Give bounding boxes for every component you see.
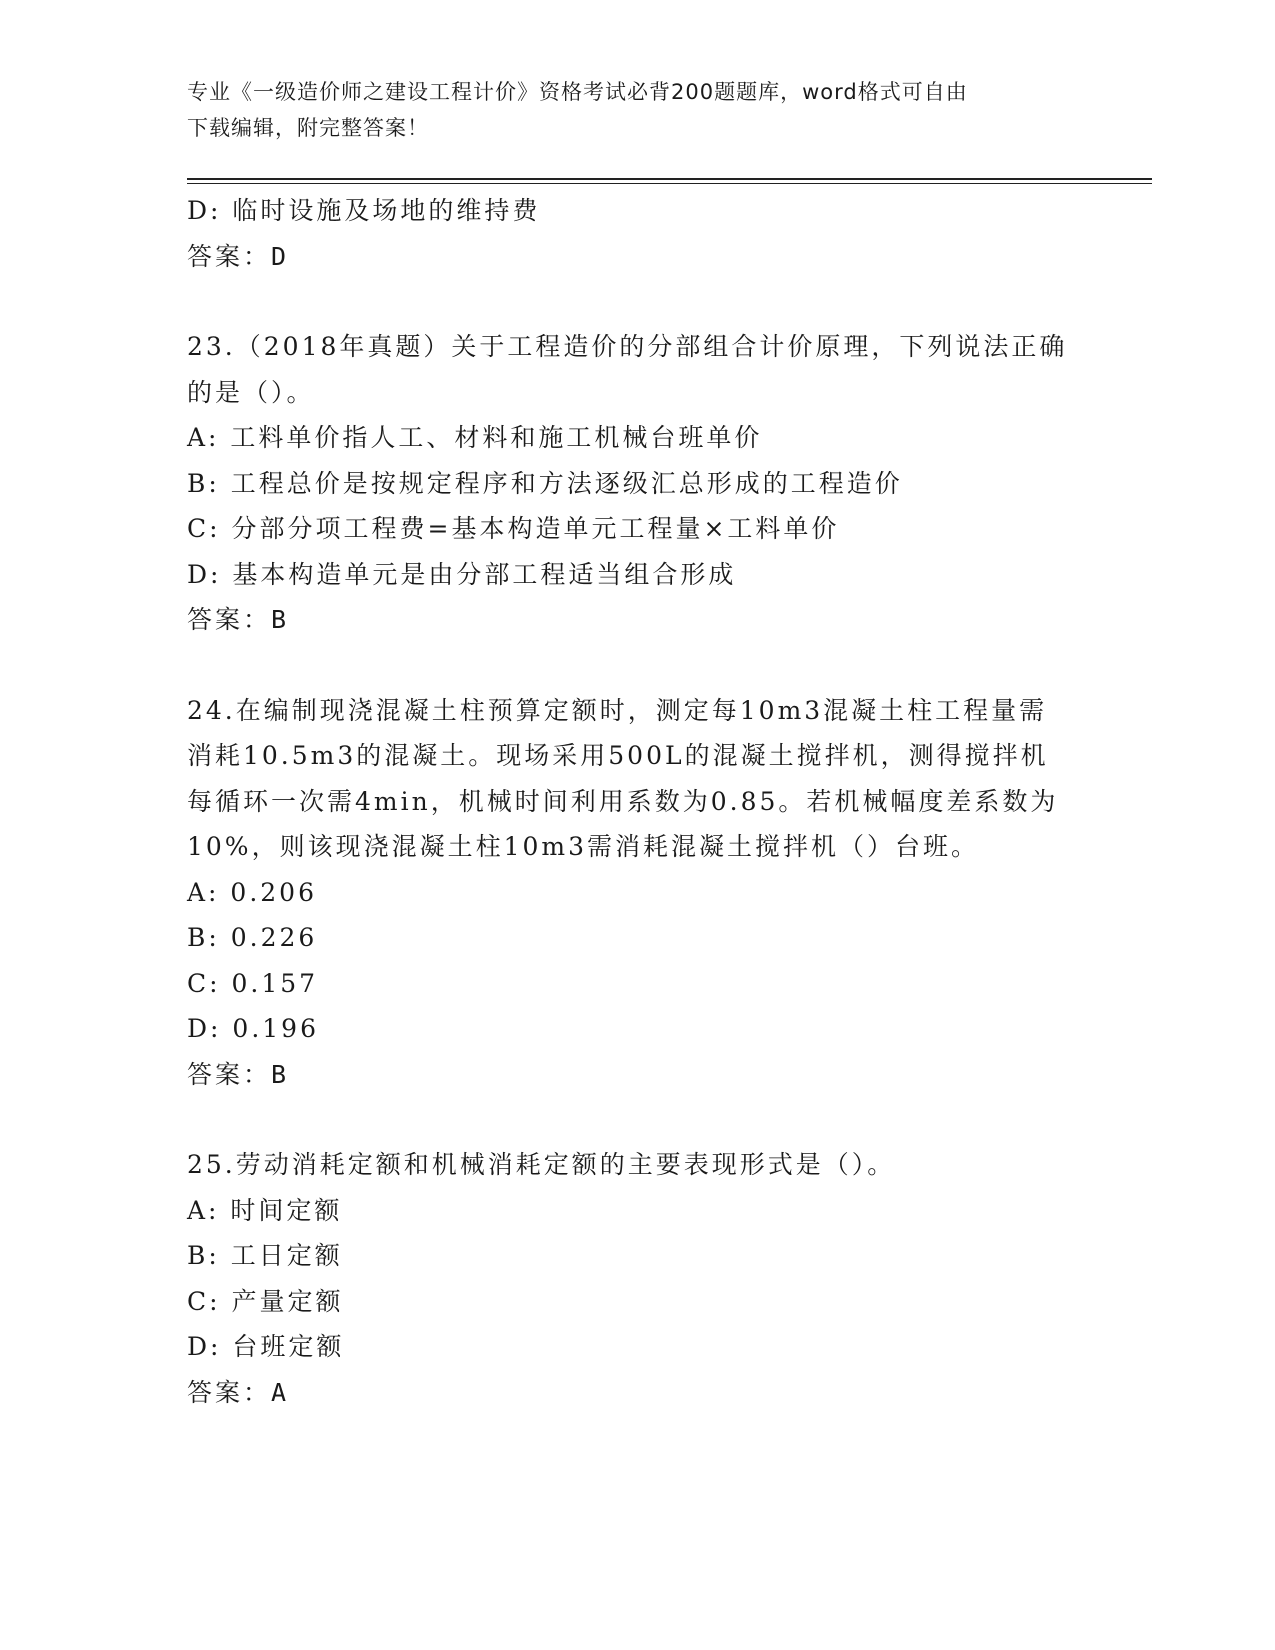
spacer: [187, 643, 1087, 688]
option-a: A: 工料单价指人工、材料和施工机械台班单价: [187, 423, 763, 452]
question-stem-line: 消耗10.5m3的混凝土。现场采用500L的混凝土搅拌机，测得搅拌机: [187, 741, 1049, 770]
option-d: D: 基本构造单元是由分部工程适当组合形成: [187, 559, 737, 589]
question-stem-line: 23.（2018年真题）关于工程造价的分部组合计价原理，下列说法正确: [187, 332, 1068, 361]
header-rule-thin: [187, 183, 1152, 184]
question-list: [187, 188, 1087, 1415]
answer-value: D: [271, 241, 288, 271]
answer-line: [187, 1052, 1087, 1098]
question-stem-line: 25.劳动消耗定额和机械消耗定额的主要表现形式是（）。: [187, 1150, 896, 1179]
question-23: [187, 324, 1087, 643]
header-line-1: 专业《一级造价师之建设工程计价》资格考试必背200题题库，word格式可自由: [187, 80, 968, 104]
header-line-2: 下载编辑，附完整答案！: [187, 116, 429, 140]
option-a: A: 时间定额: [187, 1195, 343, 1225]
option-b: B: 0.226: [187, 923, 318, 952]
question-24: [187, 688, 1087, 1098]
question-stem-line: 的是（）。: [187, 377, 315, 407]
option-b: B: 工日定额: [187, 1241, 343, 1270]
answer-label: 答案：: [187, 241, 272, 271]
answer-label: 答案：: [187, 1377, 272, 1407]
previous-question-tail: [187, 188, 1087, 279]
answer-line: [187, 597, 1087, 643]
option-d: D: 0.196: [187, 1014, 319, 1043]
option-d: D: 台班定额: [187, 1332, 345, 1361]
spacer: [187, 279, 1087, 324]
option-c: C: 0.157: [187, 968, 319, 998]
answer-value: B: [271, 605, 288, 634]
option-c: C: 产量定额: [187, 1286, 344, 1316]
question-stem-line: 24.在编制现浇混凝土柱预算定额时，测定每10m3混凝土柱工程量需: [187, 695, 1048, 725]
question-stem-line: 10%，则该现浇混凝土柱10m3需消耗混凝土搅拌机（）台班。: [187, 832, 979, 861]
option-d: D: 临时设施及场地的维持费: [187, 196, 541, 225]
option-b: B: 工程总价是按规定程序和方法逐级汇总形成的工程造价: [187, 468, 903, 498]
spacer: [187, 1097, 1087, 1142]
document-header: [187, 74, 1087, 146]
answer-label: 答案：: [187, 605, 272, 634]
option-a: A: 0.206: [187, 877, 317, 907]
option-c: C: 分部分项工程费=基本构造单元工程量×工料单价: [187, 514, 840, 543]
answer-value: B: [271, 1059, 288, 1089]
answer-line: [187, 1370, 1087, 1416]
answer-label: 答案：: [187, 1059, 272, 1089]
answer-value: A: [271, 1377, 288, 1407]
answer-line: [187, 234, 1087, 280]
question-25: [187, 1142, 1087, 1415]
question-stem-line: 每循环一次需4min，机械时间利用系数为0.85。若机械幅度差系数为: [187, 786, 1059, 816]
header-rule-thick: [187, 178, 1152, 180]
